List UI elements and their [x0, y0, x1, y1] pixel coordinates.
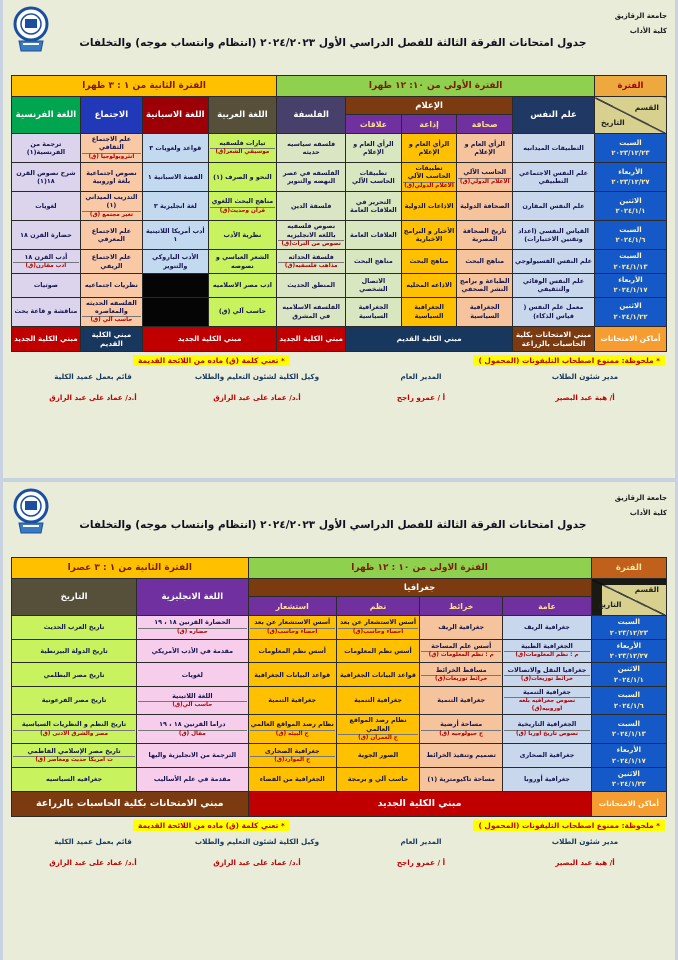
subject-cell: تاريخ مصر الإسلامي الفاطمي ت امريكا حديث ومعاصر (ق) [12, 744, 137, 768]
places-label: أماكن الامتحانات [594, 326, 666, 351]
subject-cell: ادب مصر الاسلاميه [208, 273, 277, 297]
signatures-row [11, 837, 667, 867]
subject-cell: قواعد البيانات الجغرافية [248, 663, 336, 687]
empty-cell [143, 273, 209, 297]
subject-cell: معمل علم النفس ( قياس الذكاء) [513, 297, 595, 326]
subject-cell: تيارات فلسفيه موسيقي الشعر(ق) [208, 134, 277, 163]
subject-cell: علم النفس المقارن [513, 192, 595, 221]
sheet-header [11, 3, 667, 75]
subject-cell: تاريخ الصحافة المصرية [457, 221, 513, 250]
subject-cell: علم الاجتماع الثقافي انثروبولوجيا (ق) [80, 134, 142, 163]
subject-cell: أسس علم المساحة م : نظم المعلومات (ق) [420, 639, 503, 663]
subject-cell: لغويات [137, 663, 248, 687]
subject-cell: جغرافية التنمية [336, 687, 419, 715]
subject-cell: لغة انجليزية ٣ [143, 192, 209, 221]
schedule-sheet-1 [3, 0, 675, 478]
place-cell: مبني الكلية القديم [346, 326, 513, 351]
exam-row [12, 639, 667, 663]
legend-note: * تعني كلمة (ق) ماده من اللائحة القديمة [133, 820, 290, 831]
place-cell: مبني الكلية الجديد [248, 791, 591, 816]
dept-sub-header: إذاعة [401, 115, 457, 134]
dept-sub-header: نظم [336, 597, 419, 616]
faculty-meta [615, 485, 667, 522]
subject-cell: الصحافة الدولية [457, 192, 513, 221]
empty-cell [143, 297, 209, 326]
university-name: جامعة الزقازيق [614, 494, 667, 502]
exam-row [12, 616, 667, 640]
notes-strip [13, 820, 665, 831]
subject-cell: الفلسفه الاسلاميه في المشرق [277, 297, 346, 326]
subject-cell: الجغرافية السياسية [401, 297, 457, 326]
signature-acting-dean: قائم بعمل عميد الكلية أ.د/ عماد على عبد الرازق [49, 836, 137, 867]
phones-note: * ملحوظة: ممنوع اصطحاب التليفونات (المحمول ) [473, 820, 665, 831]
university-logo-icon [11, 5, 51, 57]
subject-cell: الفلسفه في عصر النهضه والتنوير [277, 163, 346, 192]
subject-cell: الحضارة القرنين ١٨ ، ١٩ حضاره (ق) [137, 616, 248, 640]
dept-header: الاجتماع [80, 97, 142, 134]
subject-cell: مقدمة في علم الأساليب [137, 767, 248, 791]
exam-row [12, 221, 667, 250]
place-cell: مبني الكلية الجديد [143, 326, 277, 351]
subject-cell: أدب أمريكا اللاتينية ١ [143, 221, 209, 250]
period-2: الفترة الثانية من ١ : ٣ ظهرا [12, 76, 277, 97]
faculty-name: كلية الأداب [629, 27, 667, 36]
exam-table [11, 557, 667, 817]
corner-cell: القسم التاريخ [594, 97, 666, 134]
period-label: الفترة [594, 76, 666, 97]
signature-general-manager: المدير العام أ / عمرو راجح [396, 371, 446, 402]
notes-strip [13, 355, 665, 366]
subject-cell: جغرافية أوروبا [503, 767, 591, 791]
dept-group-header: الإعلام [346, 97, 513, 115]
subject-cell: ترجمة من الفرنسية(١) [12, 134, 81, 163]
exam-row [12, 715, 667, 744]
subject-cell: أسس نظم المعلومات [248, 639, 336, 663]
subject-cell: علم الاجتماع المعرفي [80, 221, 142, 250]
subject-cell: الرأي العام و الإعلام [401, 134, 457, 163]
subject-cell: الجغرافية التاريخية نصوص تاريخ اوربا (ق) [503, 715, 591, 744]
schedule-sheet-2 [3, 482, 675, 960]
exam-row [12, 663, 667, 687]
legend-note: * تعني كلمة (ق) ماده من اللائحة القديمة [133, 355, 290, 366]
subject-cell: جغرافية الريف [420, 616, 503, 640]
subject-cell: قواعد البيانات الجغرافية [336, 663, 419, 687]
subject-cell: الاذاعات الدولية [401, 192, 457, 221]
date-cell: الأربعاء ٢٠٢٤/١/١٧ [591, 744, 666, 768]
dept-header: علم النفس [513, 97, 595, 134]
subject-cell: الفلسفه الحديثه والمعاصره حاسب آلي (ق) [80, 297, 142, 326]
subject-cell: تطبيقات الحاسب الآلي الاعلام الدولي(ق) [401, 163, 457, 192]
exam-row [12, 687, 667, 715]
subject-cell: جغرافية التنمية [420, 687, 503, 715]
subject-cell: مناهج البحث [401, 250, 457, 274]
exam-row [12, 297, 667, 326]
subject-cell: مقدمة في الأدب الأمريكي [137, 639, 248, 663]
subject-cell: أدب القرن ١٨ ادب مقارن(ق) [12, 250, 81, 274]
dept-header: اللغة الانجليزية [137, 579, 248, 616]
dept-header: اللغة العربية [208, 97, 277, 134]
signature-vice-dean: وكيل الكلية لشئون التعليم والطلاب أ.د/ عماد على عبد الرازق [194, 836, 320, 867]
subject-cell: الجغرافية السياسية [457, 297, 513, 326]
subject-cell: التدريب الميداني (١) تغير مجتمع (ق) [80, 192, 142, 221]
place-cell: مبني الكلية الجديد [12, 326, 81, 351]
subject-cell: لغويات [12, 192, 81, 221]
subject-cell: تطبيقات الحاسب الآلي [346, 163, 402, 192]
subject-cell: الحاسب الآلي الاعلام الدولي(ق) [457, 163, 513, 192]
exam-row [12, 192, 667, 221]
exam-row [12, 767, 667, 791]
date-cell: السبت ٢٠٢٤/١/١٣ [591, 715, 666, 744]
subject-cell: تاريخ الدولة البيزنطية [12, 639, 137, 663]
period-1: الفترة الأولي من ١٠: ١٢ ظهرا [277, 76, 595, 97]
subject-cell: المنطق الحديث [277, 273, 346, 297]
subject-cell: دراما القرنين ١٨ ، ١٩ مقال (ق) [137, 715, 248, 744]
header-row-groups [12, 579, 667, 597]
period-2: الفترة الثانية من ١ : ٣ عصرا [12, 558, 249, 579]
exam-row [12, 134, 667, 163]
subject-cell: الشعر العباسي و نصوصه [208, 250, 277, 274]
subject-cell: جغرافية التنمية [248, 687, 336, 715]
subject-cell: قواعد ولغويات ٣ [143, 134, 209, 163]
subject-cell: أسس الاستشعار عن بعد احصاء وحاسب(ق) [336, 616, 419, 640]
subject-cell: الأخبار و البرامج الاخبارية [401, 221, 457, 250]
sheet-header [11, 485, 667, 557]
date-cell: السبت ٢٠٢٤/١/٦ [594, 221, 666, 250]
subject-cell: حاسب آلي و برمجة [336, 767, 419, 791]
exam-table-container-2 [11, 557, 667, 817]
subject-cell: جغرافية الصحارى [503, 744, 591, 768]
subject-cell: شرح نصوص القرن ١٨(١) [12, 163, 81, 192]
places-label: أماكن الامتحانات [591, 791, 666, 816]
subject-cell: الترجمة من الانجليزية واليها [137, 744, 248, 768]
subject-cell: الرأي العام و الإعلام [346, 134, 402, 163]
subject-cell: حضارة القرن ١٨ [12, 221, 81, 250]
subject-cell: الطباعة و برامج النشر الصحفي [457, 273, 513, 297]
place-cell: مبني الكلية الجديد [277, 326, 346, 351]
exam-table [11, 75, 667, 352]
subject-cell: تاريخ مصر الفرعونية [12, 687, 137, 715]
place-cell: مبني الامتحانات بكلية الحاسبات بالزراعة [513, 326, 595, 351]
subject-cell: صوتيات [12, 273, 81, 297]
signature-acting-dean: قائم بعمل عميد الكلية أ.د/ عماد على عبد الرازق [49, 371, 137, 402]
subject-cell: العلاقات العامة [346, 221, 402, 250]
subject-cell: مساقط الخرائط خرائط توزيعات(ق) [420, 663, 503, 687]
place-cell: مبني الكلية القديم [80, 326, 142, 351]
date-cell: الأربعاء ٢٠٢٣/١٢/٢٧ [594, 163, 666, 192]
subject-cell: مساحة تاكيومترية (١) [420, 767, 503, 791]
date-cell: الأربعاء ٢٠٢٤/١/١٧ [594, 273, 666, 297]
period-row [12, 558, 667, 579]
corner-cell: القسم التاريخ [591, 579, 666, 616]
dept-sub-header: علاقات [346, 115, 402, 134]
university-logo-icon [11, 487, 51, 539]
subject-cell: الاتصال الشخصي [346, 273, 402, 297]
subject-cell: مناهج البحث [457, 250, 513, 274]
date-cell: الاثنين ٢٠٢٤/١/١ [591, 663, 666, 687]
subject-cell: علم النفس الوقائي والتثقيفي [513, 273, 595, 297]
subject-cell: تاريخ مصر البطلمي [12, 663, 137, 687]
place-cell: مبني الامتحانات بكلية الحاسبات بالزراعة [12, 791, 249, 816]
subject-cell: مناهج البحث اللغوي قرآن وحديث(ق) [208, 192, 277, 221]
faculty-name: كلية الأداب [629, 509, 667, 518]
subject-cell: جغرافية التنمية نصوص جغرافيه بلغه اوروبيه(ق) [503, 687, 591, 715]
exam-row [12, 744, 667, 768]
subject-cell: النحو و الصرف (١) [208, 163, 277, 192]
subject-cell: الرأي العام و الإعلام [457, 134, 513, 163]
subject-cell: الصور الجوية [336, 744, 419, 768]
dept-header: التاريخ [12, 579, 137, 616]
subject-cell: فلسفه سياسيه حديثه [277, 134, 346, 163]
dept-header: اللغة الاسبانية [143, 97, 209, 134]
subject-cell: جغرافية الصحارى ج الموارد(ق) [248, 744, 336, 768]
date-cell: السبت ٢٠٢٤/١/٦ [591, 687, 666, 715]
subject-cell: مساحة أرضية ج جيولوجيه (ق) [420, 715, 503, 744]
dept-sub-header: خرائط [420, 597, 503, 616]
dept-header: الفلسفة [277, 97, 346, 134]
subject-cell: نصوص اجتماعية بلغة اوروبية [80, 163, 142, 192]
subject-cell: اللغة اللاتينية حاسب آلي(ق) [137, 687, 248, 715]
subject-cell: تاريخ العرب الحديث [12, 616, 137, 640]
faculty-meta [615, 3, 667, 40]
period-label: الفترة [591, 558, 666, 579]
signature-general-manager: المدير العام أ / عمرو راجح [396, 836, 446, 867]
exam-row [12, 273, 667, 297]
signature-vice-dean: وكيل الكلية لشئون التعليم والطلاب أ.د/ عماد على عبد الرازق [194, 371, 320, 402]
schedule-title: جدول امتحانات الفرقة الثالثة للفصل الدراسي الأول ٢٠٢٤/٢٠٢٣ (انتظام وانتساب موجه) والتخلفات [79, 519, 587, 531]
subject-cell: فلسفة الحداثه مذاهب فلسفيه(ق) [277, 250, 346, 274]
subject-cell: نظرية الأدب [208, 221, 277, 250]
date-cell: الاثنين ٢٠٢٤/١/٢٢ [591, 767, 666, 791]
subject-cell: نظريات اجتماعيه [80, 273, 142, 297]
subject-cell: الأدب الباروكي والتنوير [143, 250, 209, 274]
date-cell: السبت ٢٠٢٣/١٢/٢٣ [594, 134, 666, 163]
dept-sub-header: استشعار [248, 597, 336, 616]
signature-student-affairs: مدير شئون الطلاب أ/ هبة عبد البصير [551, 371, 619, 402]
header-row-groups [12, 97, 667, 115]
subject-cell: التحرير في العلاقات العامة [346, 192, 402, 221]
phones-note: * ملحوظة: ممنوع اصطحاب التليفونات (المحمول ) [473, 355, 665, 366]
subject-cell: الجغرافية الطبية م : نظم المعلومات(ق) [503, 639, 591, 663]
subject-cell: جغرافيا النقل والاتصالات خرائط توزيعات(ق) [503, 663, 591, 687]
subject-cell: علم النفس الاجتماعي التطبيقي [513, 163, 595, 192]
schedule-title: جدول امتحانات الفرقة الثالثة للفصل الدراسي الأول ٢٠٢٤/٢٠٢٣ (انتظام وانتساب موجه) والتخلفات [79, 37, 587, 49]
subject-cell: نظام رصد المواقع العالمي ج العمران (ق) [336, 715, 419, 744]
exam-table-container-1 [11, 75, 667, 352]
dept-sub-header: عامة [503, 597, 591, 616]
exam-row [12, 163, 667, 192]
subject-cell: التطبيقات الميدانيه [513, 134, 595, 163]
subject-cell: نصوص فلسفيه باللغه الانجليزيه نصوص من التراث(ق) [277, 221, 346, 250]
subject-cell: تاريخ النظم و النظريات السياسية مصر والشرق الادنى (ق) [12, 715, 137, 744]
subject-cell: مناقشة و قاعة بحث [12, 297, 81, 326]
period-1: الفترة الاولى من ١٠ : ١٢ ظهرا [248, 558, 591, 579]
subject-cell: القياس النفسي (اعداد وتقنين الاختبارات) [513, 221, 595, 250]
exam-row [12, 250, 667, 274]
subject-cell: أسس الاستشعار عن بعد احصاء وحاسب(ق) [248, 616, 336, 640]
period-row [12, 76, 667, 97]
subject-cell: تصميم وتنفيذ الخرائط [420, 744, 503, 768]
subject-cell: الجغرافية من الفضاء [248, 767, 336, 791]
places-row [12, 326, 667, 351]
date-cell: الأربعاء ٢٠٢٣/١٢/٢٧ [591, 639, 666, 663]
subject-cell: علم الاجتماع الريفي [80, 250, 142, 274]
subject-cell: الجغرافية السياسية [346, 297, 402, 326]
subject-cell: علم النفس الفسيولوجي [513, 250, 595, 274]
places-row [12, 791, 667, 816]
date-cell: السبت ٢٠٢٣/١٢/٢٣ [591, 616, 666, 640]
subject-cell: جغرافيه السياسيه [12, 767, 137, 791]
subject-cell: فلسفة الدين [277, 192, 346, 221]
subject-cell: مناهج البحث [346, 250, 402, 274]
date-cell: الاثنين ٢٠٢٤/١/٢٢ [594, 297, 666, 326]
subject-cell: حاسب آلي (ق) [208, 297, 277, 326]
date-cell: الاثنين ٢٠٢٤/١/١ [594, 192, 666, 221]
signature-student-affairs: مدير شئون الطلاب أ/ هبة عبد البصير [551, 836, 619, 867]
subject-cell: نظام رصد المواقع العالمي ج البيئه (ق) [248, 715, 336, 744]
university-name: جامعة الزقازيق [614, 12, 667, 20]
dept-header: اللغة الفرنسية [12, 97, 81, 134]
subject-cell: الاذاعه المحليه [401, 273, 457, 297]
subject-cell: القصة الاسبانية ١ [143, 163, 209, 192]
date-cell: السبت ٢٠٢٤/١/١٣ [594, 250, 666, 274]
subject-cell: أسس نظم المعلومات [336, 639, 419, 663]
dept-sub-header: صحافة [457, 115, 513, 134]
subject-cell: جغرافية الريف [503, 616, 591, 640]
dept-group-header: جغرافيا [248, 579, 591, 597]
signatures-row [11, 372, 667, 402]
